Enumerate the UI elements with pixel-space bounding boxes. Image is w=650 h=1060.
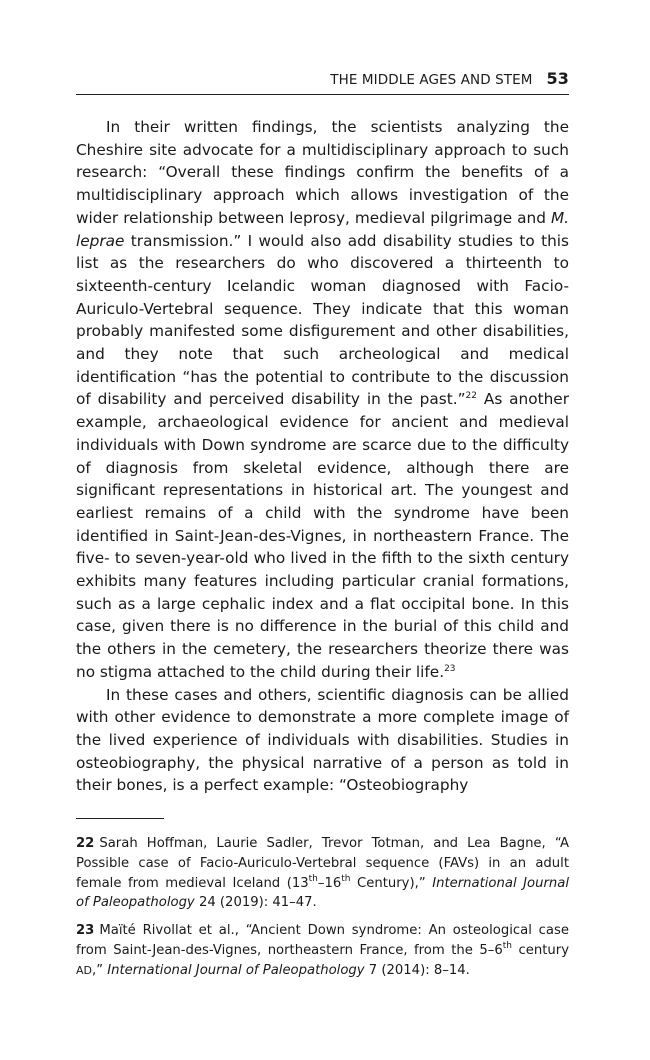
book-page xyxy=(76,0,569,1060)
paragraph-1-text-c: As another example, archaeological evidence for ancient and medieval individuals with Down syndrome are scarce due to the difficulty of diagnosis from skeletal evidence, although there are significant representations in historical art. The youngest and earliest remains of a child with the syndrome have been identified in Saint-Jean-des-Vignes, in northeastern France. The five- to seven-year-old who lived in the fifth to the sixth century exhibits many features including particular cranial formations, such as a large cephalic index and a flat occipital bone. In this case, given there is no difference in the burial of this child and the others in the cemetery, the researchers theorize there was no stigma attached to the child during their life. xyxy=(76,390,569,681)
running-head xyxy=(76,66,569,95)
footnote-number: 23 xyxy=(76,923,95,939)
journal-title: International Journal of Paleopathology xyxy=(76,875,569,911)
paragraph-1-text-b: transmission.” I would also add disability studies to this list as the researchers do who discovered a thirteenth to sixteenth-century Icelandic woman diagnosed with Facio-Auriculo-Vertebral sequence. They indicate that this woman probably manifested some disfigurement and other disabilities, and they note that such archeological and medical identification “has the potential to contribute to the discussion of disability and perceived disability in the past.” xyxy=(76,231,569,409)
footnote-text: Sarah Hoffman, Laurie Sadler, Trevor Totman, and Lea Bagne, “A Possible case of Facio-Auriculo-Vertebral sequence (FAVs) in an adult female from medieval Iceland (13 xyxy=(76,836,569,891)
era-abbreviation: AD xyxy=(76,963,92,977)
footnote-text: century xyxy=(512,942,570,958)
footnotes xyxy=(76,834,569,989)
body-text xyxy=(76,116,569,797)
footnote-ref-23[interactable]: 23 xyxy=(444,663,456,674)
ordinal-suffix: th xyxy=(308,873,318,884)
footnote-number: 22 xyxy=(76,836,95,851)
species-name: M. leprae xyxy=(76,208,569,250)
footnote-23 xyxy=(76,921,569,980)
running-head-title: THE MIDDLE AGES AND STEM xyxy=(330,72,533,88)
footnote-22 xyxy=(76,834,569,913)
ordinal-suffix: th xyxy=(341,873,351,884)
paragraph-2: In these cases and others, scientific diagnosis can be allied with other evidence to demonstrate a more complete image of the lived experience of individuals with disabilities. Studies in osteobiography, the physical narrative of a person as told in their bones, is a perfect example: “Osteobiography xyxy=(76,685,569,795)
footnote-text: 24 (2019): 41–47. xyxy=(194,895,317,911)
footnote-text: ,” xyxy=(92,962,108,978)
footnote-text: Maïté Rivollat et al., “Ancient Down syndrome: An osteological case from Saint-Jean-des-Vignes, northeastern France, from the 5–6 xyxy=(76,923,569,958)
footnote-text: 7 (2014): 8–14. xyxy=(364,962,470,978)
paragraph-1 xyxy=(76,116,569,684)
footnote-text: –16 xyxy=(317,875,342,891)
ordinal-suffix: th xyxy=(502,940,513,951)
footnote-text: Century),” xyxy=(350,875,433,891)
page-number: 53 xyxy=(546,69,569,88)
footnote-divider xyxy=(76,818,164,819)
journal-title: International Journal of Paleopathology xyxy=(107,962,365,978)
footnote-ref-22[interactable]: 22 xyxy=(465,391,477,402)
paragraph-1-text-a: In their written findings, the scientists analyzing the Cheshire site advocate for a multidisciplinary approach to such research: “Overall these findings confirm the benefits of a multidisciplinary approach which allows investigation of the wider relationship between leprosy, medieval pilgrimage and xyxy=(76,118,569,227)
